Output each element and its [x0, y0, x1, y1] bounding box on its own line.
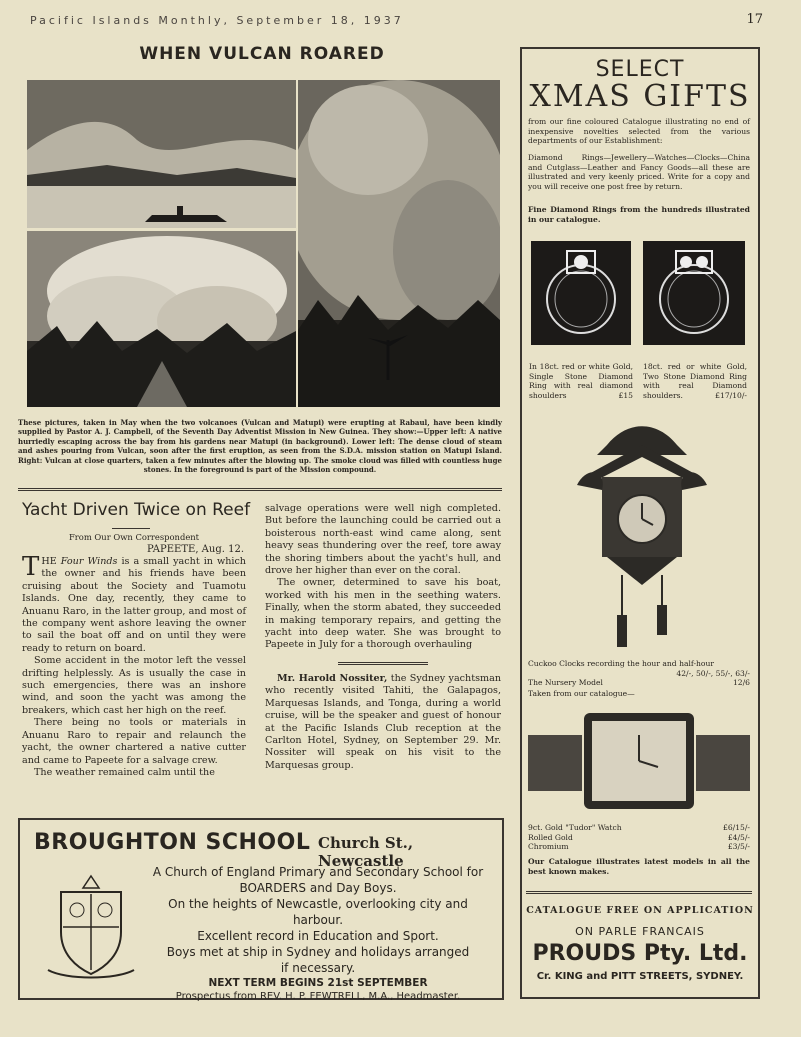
- nossiter-paragraph: [265, 673, 501, 772]
- reef-dateline: PAPEETE, Aug. 12.: [146, 544, 244, 555]
- watch-label: Rolled Gold: [528, 832, 573, 842]
- ring-two-stone-image: [643, 241, 745, 345]
- ring2-text: 18ct. red or white Gold, Two Stone Diamond Ring with real Diamond shoulders.: [643, 362, 747, 400]
- school-line: BOARDERS and Day Boys.: [239, 881, 397, 895]
- photo-right: [298, 80, 500, 407]
- catalogue-intro: from our fine coloured Catalogue illustrating no end of inexpensive novelties selected from the various departments of our Establishment:: [528, 117, 750, 146]
- ring1-text: In 18ct. red or white Gold, Single Stone Diamond Ring with real diamond shoulders: [529, 362, 633, 400]
- school-prospectus: Prospectus from REV. H. P. FEWTRELL, M.A., Headmaster.: [175, 991, 461, 1002]
- ring1-price: £15: [618, 390, 633, 400]
- photo-lower-left-image: [27, 231, 296, 407]
- school-line: On the heights of Newcastle, overlooking city and harbour.: [168, 897, 468, 927]
- cuckoo-prices: 42/-, 50/-, 55/-, 63/-: [676, 668, 750, 678]
- reef-paragraph: There being no tools or materials in Anuanu Raro to repair and relaunch the yacht, the owner chartered a native cutter and came to Papeete for a salvage crew.: [22, 717, 246, 766]
- reef-paragraph: The weather remained calm until the: [34, 766, 215, 778]
- nossiter-text: the Sydney yachtsman who recently visited Tahiti, the Galapagos, Marquesas Islands, and Tonga, during a world cruise, will be the speaker and guest of honour at the Pacific Islands Club reception at the Carlton Hotel, Sydney, on September 29. Mr. Nossiter will speak on his visit to the Marquesas group.: [265, 672, 501, 771]
- paragraph-divider: [338, 662, 428, 665]
- fine-rings-text: Fine Diamond Rings from the hundreds illustrated in our catalogue.: [528, 205, 750, 224]
- section-divider: [18, 488, 502, 491]
- nursery-text: The Nursery Model: [528, 678, 603, 687]
- reef-text: HE: [41, 556, 61, 567]
- reef-text: is a small yacht in which the owner and his friends have been cruising about the Society and Tuamotu Islands. One day, recently, they came to Anuanu Raro, in the latter group, and most of the company went ashore leaving the owner to sail the boat off and on until they were ready to return on board.: [22, 556, 246, 654]
- nursery-model: [528, 678, 750, 688]
- diamond-ring-icon: [531, 241, 631, 345]
- photo-upper-left-image: [27, 80, 296, 228]
- school-crest-icon: [46, 872, 136, 982]
- prouds-divider: [526, 891, 752, 894]
- ring-single-stone-image: [531, 241, 631, 345]
- drop-cap: T: [22, 552, 40, 582]
- school-line: Boys met at ship in Sydney and holidays arranged: [166, 945, 470, 959]
- watch-price-list: [528, 823, 750, 852]
- reef-column-left: [22, 532, 246, 779]
- catalogue-items: Diamond Rings—Jewellery—Watches—Clocks—China and Cutglass—Leather and Fancy Goods—all these are illustrated and very keenly priced. Write for a copy and you will receive one post free by return.: [528, 153, 750, 191]
- reef-paragraph: Some accident in the motor left the vessel drifting helplessly. As is usually the case in such emergencies, there was an inshore wind, and soon the yacht was among the breakers, which cast her high on the reef.: [22, 655, 246, 716]
- cuckoo-description: [528, 659, 750, 678]
- taken-from-catalogue: Taken from our catalogue—: [528, 689, 635, 698]
- watch-price: £3/5/-: [727, 842, 750, 852]
- prouds-street: Cr. KING and PITT STREETS, SYDNEY.: [536, 971, 744, 982]
- diamond-ring-icon: [643, 241, 745, 345]
- cuckoo-text: Cuckoo Clocks recording the hour and half-hour: [528, 659, 714, 668]
- wristwatch-icon: [528, 705, 750, 813]
- school-name: BROUGHTON SCHOOL: [34, 830, 311, 855]
- reef-paragraph: [22, 552, 246, 655]
- cuckoo-clock-icon: [567, 415, 717, 651]
- running-header: Pacific Islands Monthly, September 18, 1937: [30, 14, 404, 27]
- watch-row: [528, 842, 750, 852]
- on-parle-francais: ON PARLE FRANCAIS: [575, 925, 705, 938]
- ring2-price: £17/10/-: [715, 390, 747, 400]
- page-number: 17: [746, 12, 763, 27]
- watch-price: £6/15/-: [722, 823, 750, 832]
- photo-lower-left: [27, 231, 296, 407]
- xmas-gifts-heading: XMAS GIFTS: [529, 79, 751, 114]
- watch-row: [528, 823, 750, 833]
- nossiter-name: Mr. Harold Nossiter,: [277, 672, 388, 684]
- photo-right-image: [298, 80, 500, 407]
- catalogue-free: CATALOGUE FREE ON APPLICATION: [526, 905, 754, 916]
- vulcan-headline: WHEN VULCAN ROARED: [139, 44, 385, 64]
- ring2-description: [643, 362, 747, 400]
- watch-price: £4/5/-: [727, 832, 750, 842]
- ring1-description: [529, 362, 633, 400]
- reef-byline: From Our Own Correspondent: [68, 532, 200, 542]
- broughton-school-ad: [18, 818, 504, 1000]
- tudor-watch-image: [528, 705, 750, 813]
- nursery-price: 12/6: [732, 678, 750, 687]
- prouds-ad: [520, 47, 760, 999]
- school-term: NEXT TERM BEGINS 21st SEPTEMBER: [208, 977, 428, 989]
- school-description: [148, 864, 488, 1004]
- school-address: Church St., Newcastle: [318, 834, 414, 870]
- school-line: if necessary.: [280, 961, 356, 975]
- headline-rule: [112, 528, 150, 529]
- yacht-name: Four Winds: [60, 556, 118, 567]
- watch-label: 9ct. Gold "Tudor" Watch: [528, 823, 622, 832]
- reef-paragraph: salvage operations were well nigh completed. But before the launching could be carried out a boisterous north-east wind came along, sent heavy seas thundering over the reef, tore away the shoring timbers about the yacht's hull, and drove her higher than ever on the coral.: [265, 503, 501, 577]
- cuckoo-clock-image: [567, 415, 717, 651]
- reef-column-right: [265, 503, 501, 772]
- school-line: A Church of England Primary and Secondary School for: [152, 865, 484, 879]
- school-line: Excellent record in Education and Sport.: [197, 929, 439, 943]
- select-heading: SELECT: [595, 57, 685, 82]
- reef-paragraph: The owner, determined to save his boat, worked with his men in the seething waters. Finally, when the storm abated, they succeeded in making temporary repairs, and getting the yacht into deep water. She was brought to Papeete in July for a thorough overhauling: [265, 577, 501, 651]
- photo-upper-left: [27, 80, 296, 228]
- watch-row: [528, 833, 750, 843]
- crest-shield-icon: [46, 872, 136, 982]
- catalogue-models: Our Catalogue illustrates latest models in all the best known makes.: [528, 857, 750, 876]
- watch-label: Chromium: [528, 842, 569, 852]
- reef-headline: Yacht Driven Twice on Reef: [22, 500, 251, 520]
- prouds-company: PROUDS Pty. Ltd.: [532, 941, 748, 966]
- vulcan-caption: These pictures, taken in May when the two volcanoes (Vulcan and Matupi) were erupting at Rabaul, have been kindly supplied by Pastor A. J. Campbell, of the Seventh Day Adventist Mission in New Guinea. They show:—Upper left: A native hurriedly escaping across the bay from his gardens near Matupi (in background). Lower left: The dense cloud of steam and ashes pouring from Vulcan, soon after the first eruption, as seen from the S.D.A. mission station on Matupi Island. Right: Vulcan at close quarters, taken a few minutes after the blowing up. The smoke cloud was filled with countless huge stones. In the foreground is part of the Mission compound.: [18, 418, 502, 475]
